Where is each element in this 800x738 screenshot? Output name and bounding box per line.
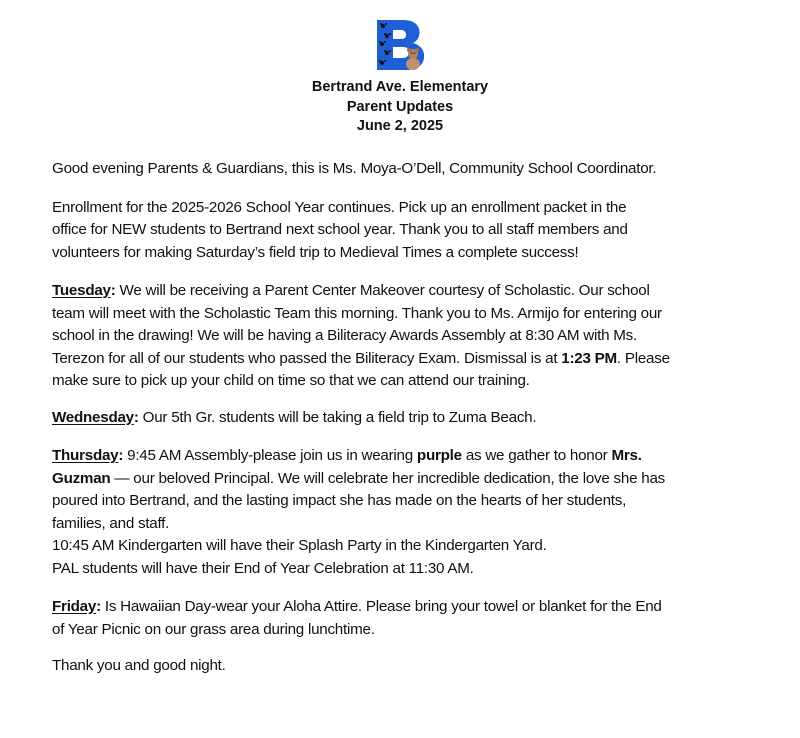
- document-title: Parent Updates: [346, 98, 454, 115]
- tuesday-paragraph: Tuesday: We will be receiving a Parent Center Makeover courtesy of Scholastic. Our school team will meet with the Scholastic Team this morning. Thank you to Ms. Armijo for entering our school in the drawing! We will be having a Biliteracy Awards Assembly at 8:30 AM with Ms. Terezon for all of our students who passed the Biliteracy Exam. Dismissal is at 1:23 PM. Please make sure to pick up your child on time so that we can attend our training.: [52, 282, 670, 389]
- thursday-paragraph: Thursday: 9:45 AM Assembly-please join us in wearing purple as we gather to honor Mrs. Guzman — our beloved Principal. We will celebrate her incredible dedication, the love she has poured into Bertrand, and the lasting impact she has made on the hearts of her students, families, and staff. 10:45 AM Kindergarten will have their Splash Party in the Kindergarten Yard. PAL students will have their End of Year Celebration at 11:30 AM.: [52, 447, 665, 577]
- friday-paragraph: Friday: Is Hawaiian Day-wear your Aloha Attire. Please bring your towel or blanket for the End of Year Picnic on our grass area during lunchtime.: [52, 598, 662, 638]
- enrollment-line: Enrollment for the 2025-2026 School Year continues. Pick up an enrollment packet in the: [52, 198, 627, 216]
- thursday-heading: Thursday: [52, 447, 119, 464]
- document-header: [0, 78, 800, 137]
- school-name: Bertrand Ave. Elementary: [311, 79, 489, 95]
- dismissal-time: 1:23 PM: [561, 349, 617, 367]
- school-logo-icon: [373, 16, 429, 72]
- document-date: June 2, 2025: [356, 118, 444, 134]
- enrollment-line: volunteers for making Saturday’s field trip to Medieval Times a complete success!: [52, 243, 579, 261]
- enrollment-line: office for NEW students to Bertrand next school year. Thank you to all staff members and: [52, 221, 628, 238]
- friday-heading: Friday: [52, 598, 97, 615]
- purple-emphasis: purple: [416, 447, 462, 464]
- greeting-paragraph: Good evening Parents & Guardians, this is Ms. Moya-O’Dell, Community School Coordinator.: [52, 160, 657, 177]
- wednesday-paragraph: Wednesday: Our 5th Gr. students will be taking a field trip to Zuma Beach.: [52, 408, 537, 426]
- enrollment-paragraph: [52, 197, 772, 265]
- document-body: [52, 158, 772, 678]
- principal-name: Guzman: [52, 469, 111, 487]
- closing-line: Thank you and good night.: [52, 657, 226, 674]
- wednesday-heading: Wednesday: [52, 408, 134, 426]
- tuesday-heading: Tuesday: [52, 282, 111, 299]
